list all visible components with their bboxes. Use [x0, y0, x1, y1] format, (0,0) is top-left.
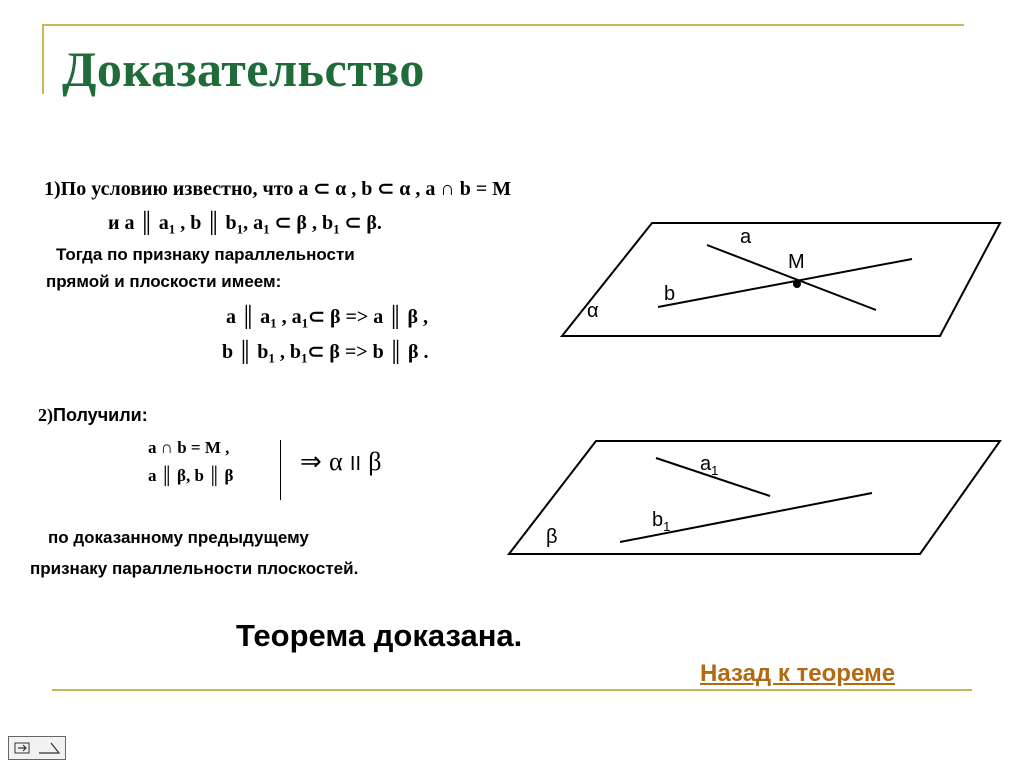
step1-lead: 1)По условию известно, что: [44, 178, 299, 200]
step1-line2: и a ║ $a_1$ , b ║ $b_1$, $a_1$ ⊂ β , $b_1$ ⊂ β.: [108, 212, 382, 237]
deduction-a: a ║ $a_1$ , $a_1\subset$ β => a ║ β ,: [226, 306, 428, 331]
bottom-rule: [52, 689, 972, 691]
label-b: b: [664, 283, 676, 305]
label-m: M: [788, 251, 805, 273]
step2-condition-2: a ║ β, b ║ β: [148, 466, 234, 485]
label-beta: β: [546, 526, 558, 548]
step2-condition-1: a ∩ b = M ,: [148, 438, 230, 457]
step2-label: 2)Получили:: [38, 405, 148, 425]
step2-reason-line1: по доказанному предыдущему: [48, 528, 309, 547]
label-b1: $b_1$: [652, 509, 671, 534]
label-a: a: [740, 226, 752, 248]
label-alpha: α: [587, 300, 599, 322]
line-b: [658, 259, 912, 307]
figure-plane-alpha: [562, 223, 1000, 336]
step1-line1: 1)По условию известно, что a ⊂ α , b ⊂ α , a ∩ b = M: [44, 178, 512, 200]
plane-alpha: [562, 223, 1000, 336]
page-title: Доказательство: [62, 41, 425, 97]
label-a1: $a_1$: [700, 453, 719, 478]
slide-navigation-icon[interactable]: [8, 736, 66, 760]
plane-beta: [509, 441, 1000, 554]
conclusion-text: Теорема доказана.: [236, 618, 523, 653]
step1-then-line2: прямой и плоскости имеем:: [46, 272, 282, 291]
back-to-theorem-link[interactable]: Назад к теореме: [700, 660, 896, 687]
step2-reason-line2: признаку параллельности плоскостей.: [30, 559, 359, 578]
navigation-arrows-icon: [9, 737, 65, 759]
figure-plane-beta: [509, 441, 1000, 554]
step1-then-line1: Тогда по признаку параллельности: [56, 245, 355, 264]
deduction-b: b ║ $b_1$ , $b_1\subset$ β => b ║ β .: [222, 341, 429, 366]
point-m: [793, 280, 801, 288]
step2-result: ⇒ α II β: [300, 447, 382, 476]
